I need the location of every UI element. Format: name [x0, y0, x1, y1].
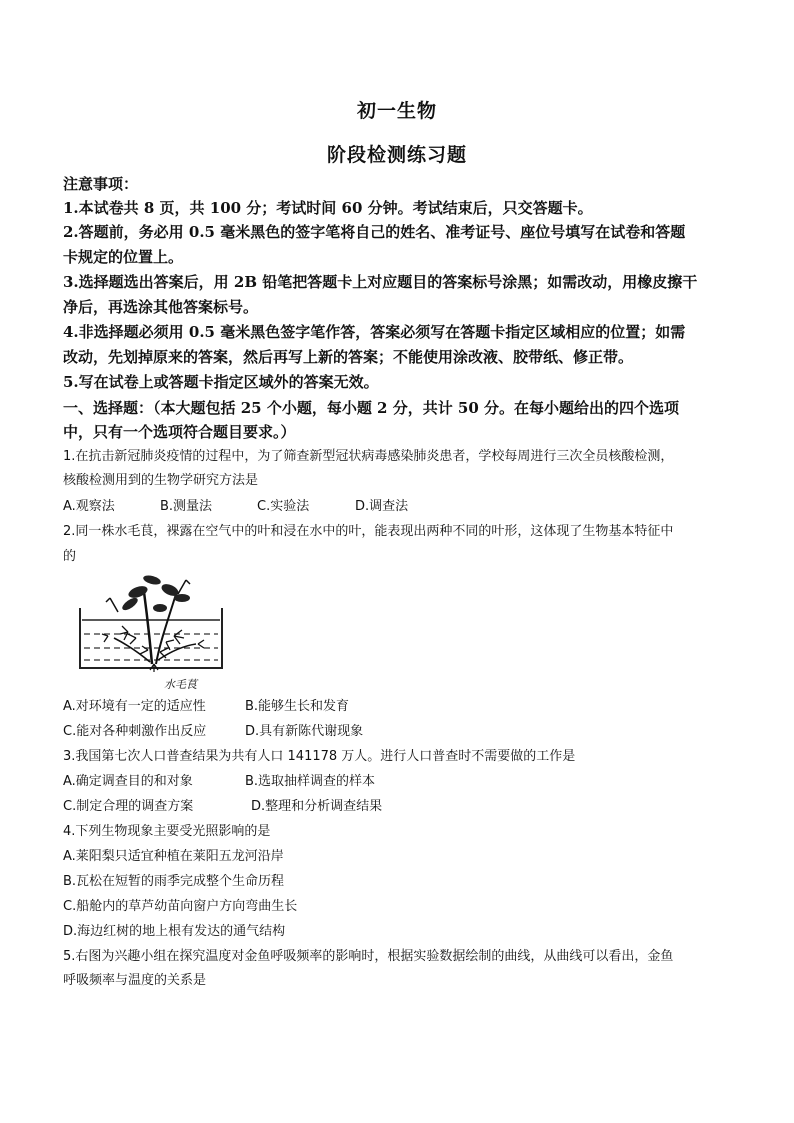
notice-line: 2.答题前，务必用 0.5 毫米黑色的签字笔将自己的姓名、准考证号、座位号填写在试卷和答题 — [63, 223, 686, 241]
question-1-stem-cont: 核酸检测用到的生物学研究方法是 — [63, 473, 259, 488]
section-heading-cont: 中，只有一个选项符合题目要求。） — [63, 423, 296, 441]
notice-line: 5.写在试卷上或答题卡指定区域外的答案无效。 — [63, 373, 379, 391]
question-5-stem-cont: 呼吸频率与温度的关系是 — [63, 973, 207, 988]
notice-line: 净后，再选涂其他答案标号。 — [63, 298, 259, 316]
q4-option-c: C.船舱内的草芦幼苗向窗户方向弯曲生长 — [63, 899, 298, 914]
q2-option-a: A.对环境有一定的适应性 — [63, 699, 206, 714]
question-3-stem: 3.我国第七次人口普查结果为共有人口 141178 万人。进行人口普查时不需要做的工作是 — [63, 749, 576, 764]
notice-line: 3.选择题选出答案后，用 2B 铅笔把答题卡上对应题目的答案标号涂黑；如需改动，用橡皮擦干 — [63, 273, 698, 291]
notice-line: 改动，先划掉原来的答案，然后再写上新的答案；不能使用涂改液、胶带纸、修正带。 — [63, 348, 634, 366]
q3-option-a: A.确定调查目的和对象 — [63, 774, 193, 789]
q3-option-b: B.选取抽样调查的样本 — [245, 774, 376, 789]
q2-option-c: C.能对各种刺激作出反应 — [63, 724, 207, 739]
q4-option-d: D.海边红树的地上根有发达的通气结构 — [63, 924, 286, 939]
q3-option-d: D.整理和分析调查结果 — [251, 799, 383, 814]
q1-option-b: B.测量法 — [160, 499, 213, 514]
question-5-stem: 5.右图为兴趣小组在探究温度对金鱼呼吸频率的影响时，根据实验数据绘制的曲线，从曲线可以看出，金鱼 — [63, 949, 674, 964]
q2-option-b: B.能够生长和发育 — [245, 699, 350, 714]
water-buttercup-figure — [78, 572, 226, 698]
question-2-stem: 2.同一株水毛茛，裸露在空气中的叶和浸在水中的叶，能表现出两种不同的叶形，这体现了生物基本特征中 — [63, 524, 674, 539]
q4-option-a: A.莱阳梨只适宜种植在莱阳五龙河沿岸 — [63, 849, 284, 864]
notice-line: 4.非选择题必须用 0.5 毫米黑色签字笔作答，答案必须写在答题卡指定区域相应的位置；如需 — [63, 323, 686, 341]
figure-caption: 水毛茛 — [164, 678, 197, 691]
q4-option-b: B.瓦松在短暂的雨季完成整个生命历程 — [63, 874, 285, 889]
question-1-stem: 1.在抗击新冠肺炎疫情的过程中，为了筛查新型冠状病毒感染肺炎患者，学校每周进行三次全员核酸检测， — [63, 449, 674, 464]
question-4-stem: 4.下列生物现象主要受光照影响的是 — [63, 824, 271, 839]
q2-option-d: D.具有新陈代谢现象 — [245, 724, 364, 739]
question-2-stem-cont: 的 — [63, 549, 77, 564]
notice-line: 卡规定的位置上。 — [63, 248, 184, 266]
notice-line: 1.本试卷共 8 页，共 100 分；考试时间 60 分钟。考试结束后，只交答题卡。 — [63, 199, 593, 217]
water-buttercup-drawing — [78, 572, 226, 698]
q1-option-d: D.调查法 — [355, 499, 409, 514]
page-subtitle: 阶段检测练习题 — [326, 144, 467, 166]
q1-option-c: C.实验法 — [257, 499, 310, 514]
notice-heading: 注意事项： — [63, 175, 139, 193]
page-title: 初一生物 — [356, 100, 437, 122]
q3-option-c: C.制定合理的调查方案 — [63, 799, 194, 814]
q1-option-a: A.观察法 — [63, 499, 115, 514]
section-heading: 一、选择题：（本大题包括 25 个小题，每小题 2 分，共计 50 分。在每小题给出的四个选项 — [63, 399, 680, 417]
